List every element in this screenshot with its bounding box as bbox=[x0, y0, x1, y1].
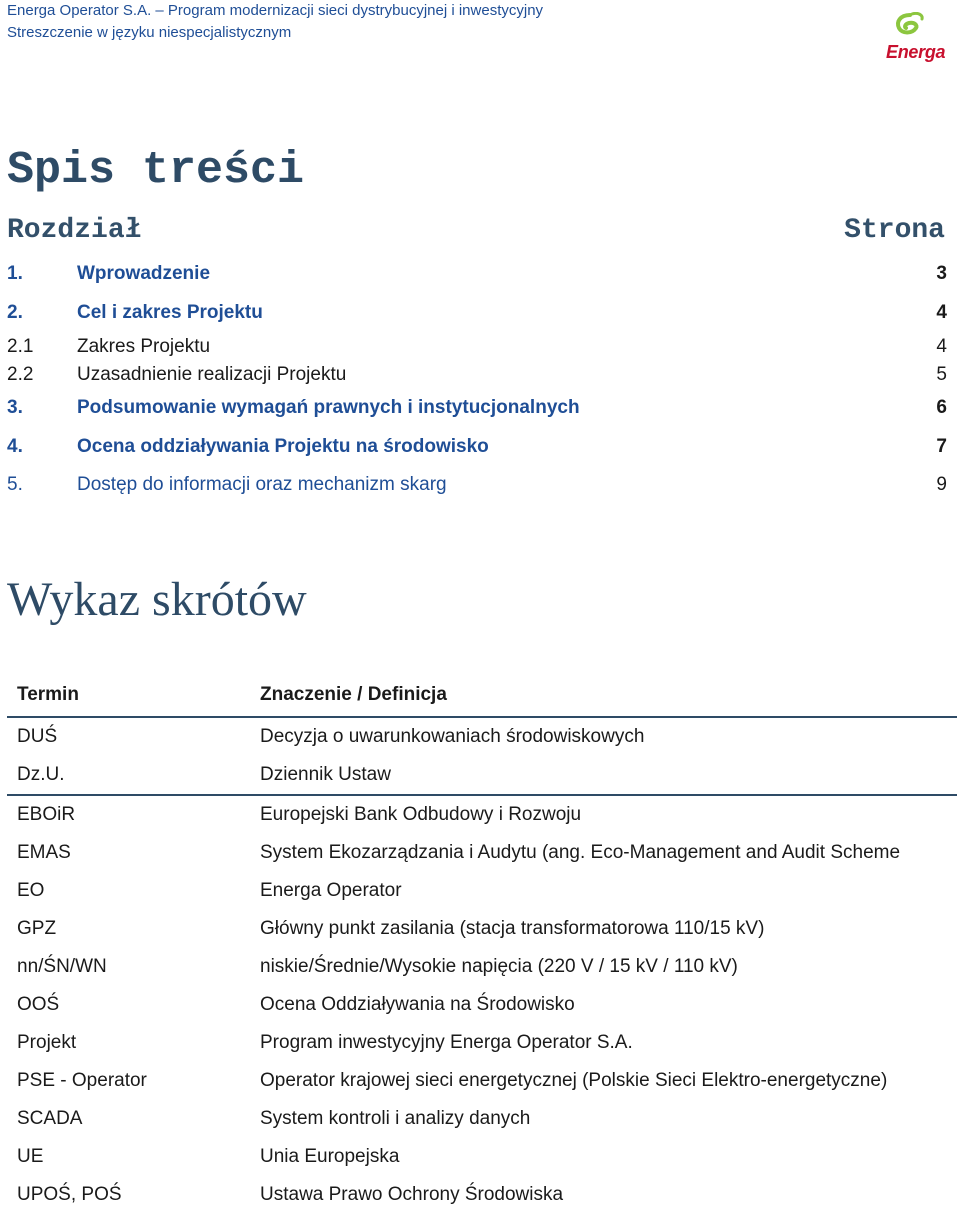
abbreviation-term: PSE - Operator bbox=[17, 1070, 147, 1091]
toc-entry-page: 4 bbox=[936, 302, 947, 323]
toc-entry[interactable] bbox=[7, 363, 947, 387]
abbreviations-rows bbox=[7, 718, 957, 1214]
abbreviation-definition: Decyzja o uwarunkowaniach środowiskowych bbox=[260, 726, 645, 747]
abbreviation-row bbox=[7, 1138, 957, 1176]
abbreviation-definition: Dziennik Ustaw bbox=[260, 764, 391, 785]
toc-entry-page: 3 bbox=[936, 263, 947, 284]
toc-entry-number: 1. bbox=[7, 263, 23, 284]
energa-logo-icon bbox=[892, 12, 928, 42]
abbreviation-term: DUŚ bbox=[17, 726, 58, 747]
abbreviation-row bbox=[7, 718, 957, 756]
toc-entry-page: 6 bbox=[936, 397, 947, 418]
abbreviation-definition: Operator krajowej sieci energetycznej (Polskie Sieci Elektro-energetyczne) bbox=[260, 1070, 888, 1091]
toc-entry-title: Uzasadnienie realizacji Projektu bbox=[77, 364, 347, 385]
toc-entry[interactable] bbox=[7, 435, 947, 459]
toc-entry-page: 5 bbox=[936, 364, 947, 385]
logo-text: Energa bbox=[886, 42, 946, 62]
toc-column-chapter: Rozdział bbox=[7, 215, 142, 246]
abbreviation-row bbox=[7, 948, 957, 986]
abbreviation-term: EO bbox=[17, 880, 45, 901]
energa-logo bbox=[880, 12, 948, 66]
abbreviation-row bbox=[7, 1062, 957, 1100]
toc-entry[interactable] bbox=[7, 396, 947, 420]
abbreviation-definition: Unia Europejska bbox=[260, 1146, 400, 1167]
abbreviation-definition: Główny punkt zasilania (stacja transformatorowa 110/15 kV) bbox=[260, 918, 765, 939]
abbreviation-term: UPOŚ, POŚ bbox=[17, 1184, 122, 1205]
abbreviation-term: SCADA bbox=[17, 1108, 83, 1129]
abbreviation-row bbox=[7, 1024, 957, 1062]
abbreviation-term: UE bbox=[17, 1146, 44, 1167]
abbreviation-term: GPZ bbox=[17, 918, 57, 939]
toc-entry-number: 5. bbox=[7, 474, 23, 495]
toc-entry-title: Dostęp do informacji oraz mechanizm skarg bbox=[77, 474, 447, 495]
toc-entry-title: Zakres Projektu bbox=[77, 336, 211, 357]
abbreviation-row bbox=[7, 1176, 957, 1214]
abbreviation-definition: Energa Operator bbox=[260, 880, 402, 901]
column-term-header: Termin bbox=[17, 684, 79, 705]
toc-entry-title: Podsumowanie wymagań prawnych i instytucjonalnych bbox=[77, 397, 580, 418]
abbreviations-title: Wykaz skrótów bbox=[7, 573, 307, 626]
abbreviation-term: EBOiR bbox=[17, 804, 76, 825]
abbreviation-definition: System kontroli i analizy danych bbox=[260, 1108, 531, 1129]
abbreviation-definition: Ocena Oddziaływania na Środowisko bbox=[260, 994, 575, 1015]
header-subtitle: Streszczenie w języku niespecjalistycznym bbox=[7, 24, 292, 41]
abbreviation-term: Projekt bbox=[17, 1032, 77, 1053]
column-definition-header: Znaczenie / Definicja bbox=[260, 684, 447, 705]
abbreviation-definition: Ustawa Prawo Ochrony Środowiska bbox=[260, 1184, 564, 1205]
abbreviation-row bbox=[7, 756, 957, 796]
abbreviation-row bbox=[7, 872, 957, 910]
abbreviation-definition: System Ekozarządzania i Audytu (ang. Eco-Management and Audit Scheme bbox=[260, 842, 901, 863]
abbreviation-row bbox=[7, 986, 957, 1024]
abbreviation-row bbox=[7, 796, 957, 834]
toc-entry[interactable] bbox=[7, 262, 947, 286]
toc-column-page: Strona bbox=[844, 215, 945, 246]
toc-entry-number: 2.2 bbox=[7, 364, 34, 385]
toc-entry[interactable] bbox=[7, 301, 947, 325]
abbreviation-row bbox=[7, 910, 957, 948]
toc-entry-title: Wprowadzenie bbox=[77, 263, 211, 284]
toc-entry-page: 9 bbox=[936, 474, 947, 495]
toc-entry-number: 2. bbox=[7, 302, 23, 323]
abbreviation-term: OOŚ bbox=[17, 994, 60, 1015]
abbreviation-definition: Program inwestycyjny Energa Operator S.A. bbox=[260, 1032, 633, 1053]
document-header bbox=[7, 2, 607, 42]
abbreviations-header-row bbox=[7, 676, 957, 718]
toc-entry-number: 3. bbox=[7, 397, 23, 418]
toc-entry-title: Ocena oddziaływania Projektu na środowisko bbox=[77, 436, 489, 457]
toc-entry[interactable] bbox=[7, 473, 947, 497]
toc-entry-page: 7 bbox=[936, 436, 947, 457]
toc-entry-number: 4. bbox=[7, 436, 23, 457]
abbreviation-row bbox=[7, 1100, 957, 1138]
abbreviation-definition: Europejski Bank Odbudowy i Rozwoju bbox=[260, 804, 582, 825]
toc-entry-title: Cel i zakres Projektu bbox=[77, 302, 263, 323]
abbreviation-term: Dz.U. bbox=[17, 764, 65, 785]
abbreviation-term: nn/ŚN/WN bbox=[17, 956, 107, 977]
abbreviation-row bbox=[7, 834, 957, 872]
abbreviation-definition: niskie/Średnie/Wysokie napięcia (220 V / 15 kV / 110 kV) bbox=[260, 956, 738, 977]
toc-title: Spis treści bbox=[7, 145, 305, 196]
header-title: Energa Operator S.A. – Program modernizacji sieci dystrybucyjnej i inwestycyjny bbox=[7, 2, 544, 19]
abbreviations-table bbox=[7, 676, 957, 1214]
abbreviation-term: EMAS bbox=[17, 842, 71, 863]
toc-entry-page: 4 bbox=[936, 336, 947, 357]
toc-entry[interactable] bbox=[7, 335, 947, 359]
toc-entry-number: 2.1 bbox=[7, 336, 34, 357]
